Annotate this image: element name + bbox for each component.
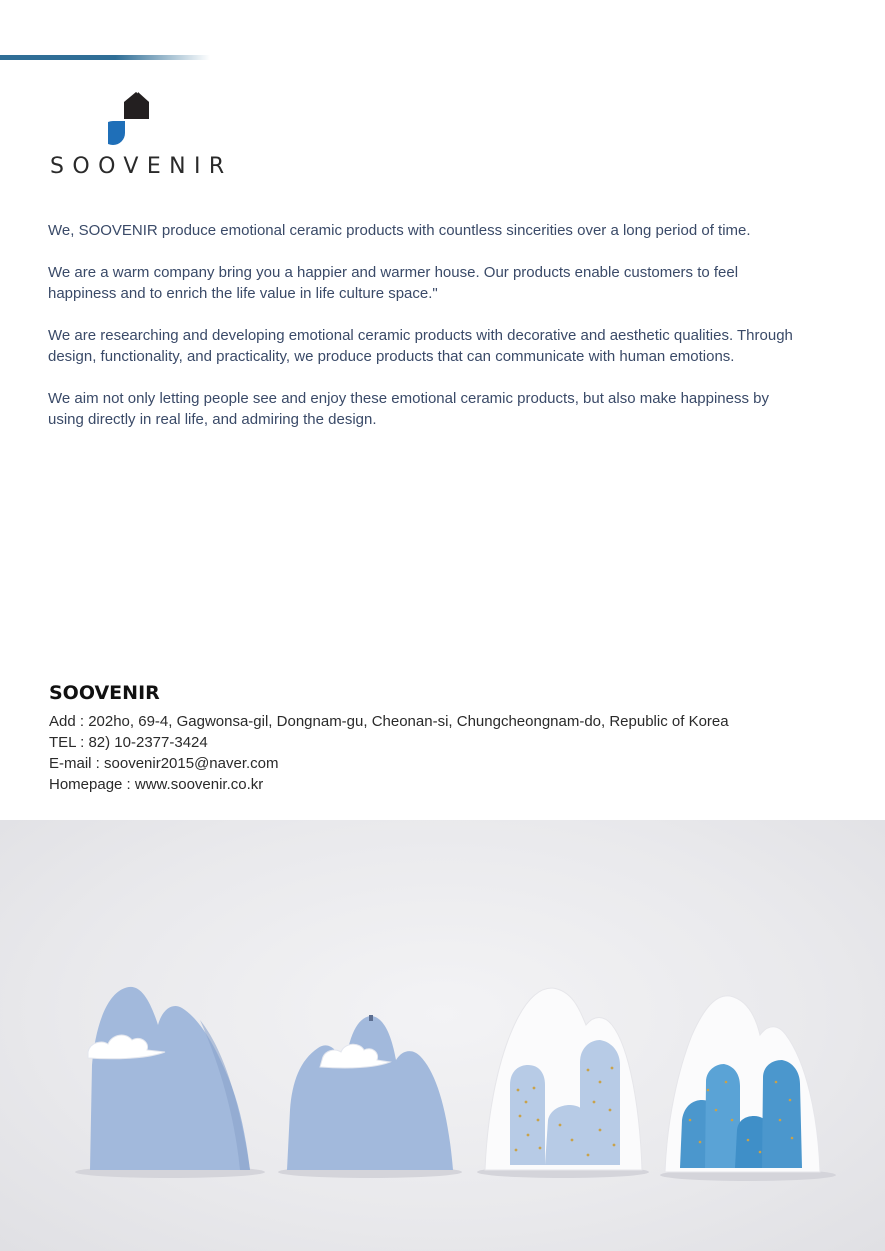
intro-paragraph-4: We aim not only letting people see and enjoy these emotional ceramic products, but also make happiness by using directly in real life, and admiring the design. <box>48 390 769 428</box>
product-photo <box>0 820 885 1251</box>
company-tel: TEL : 82) 10-2377-3424 <box>49 734 208 751</box>
white-mountain-object-3 <box>485 988 642 1170</box>
top-accent-rule <box>0 55 210 60</box>
company-name: SOOVENIR <box>49 682 160 704</box>
intro-paragraph-3: We are researching and developing emotional ceramic products with decorative and aesthetic qualities. Through design, functionality, and practicality, we produce products that can communicate with human emotions. <box>48 327 793 365</box>
intro-paragraph-2: We are a warm company bring you a happier and warmer house. Our products enable customers to feel happiness and to enrich the life value in life culture space." <box>48 264 739 302</box>
blue-mountain-object-2 <box>287 1015 453 1170</box>
intro-text <box>48 220 808 451</box>
brand-logo-text: SOOVENIR <box>50 154 233 179</box>
company-info <box>49 682 849 795</box>
blue-mountain-object-1 <box>88 987 250 1170</box>
company-address: Add : 202ho, 69-4, Gagwonsa-gil, Dongnam-gu, Cheonan-si, Chungcheongnam-do, Republic of Korea <box>49 713 729 730</box>
house-drop-icon <box>108 90 168 150</box>
ceramic-mountains-illustration <box>0 820 885 1251</box>
white-mountain-object-4 <box>665 996 820 1172</box>
company-homepage[interactable]: Homepage : www.soovenir.co.kr <box>49 776 264 793</box>
company-email[interactable]: E-mail : soovenir2015@naver.com <box>49 755 279 772</box>
intro-paragraph-1: We, SOOVENIR produce emotional ceramic products with countless sincerities over a long period of time. <box>48 222 751 239</box>
